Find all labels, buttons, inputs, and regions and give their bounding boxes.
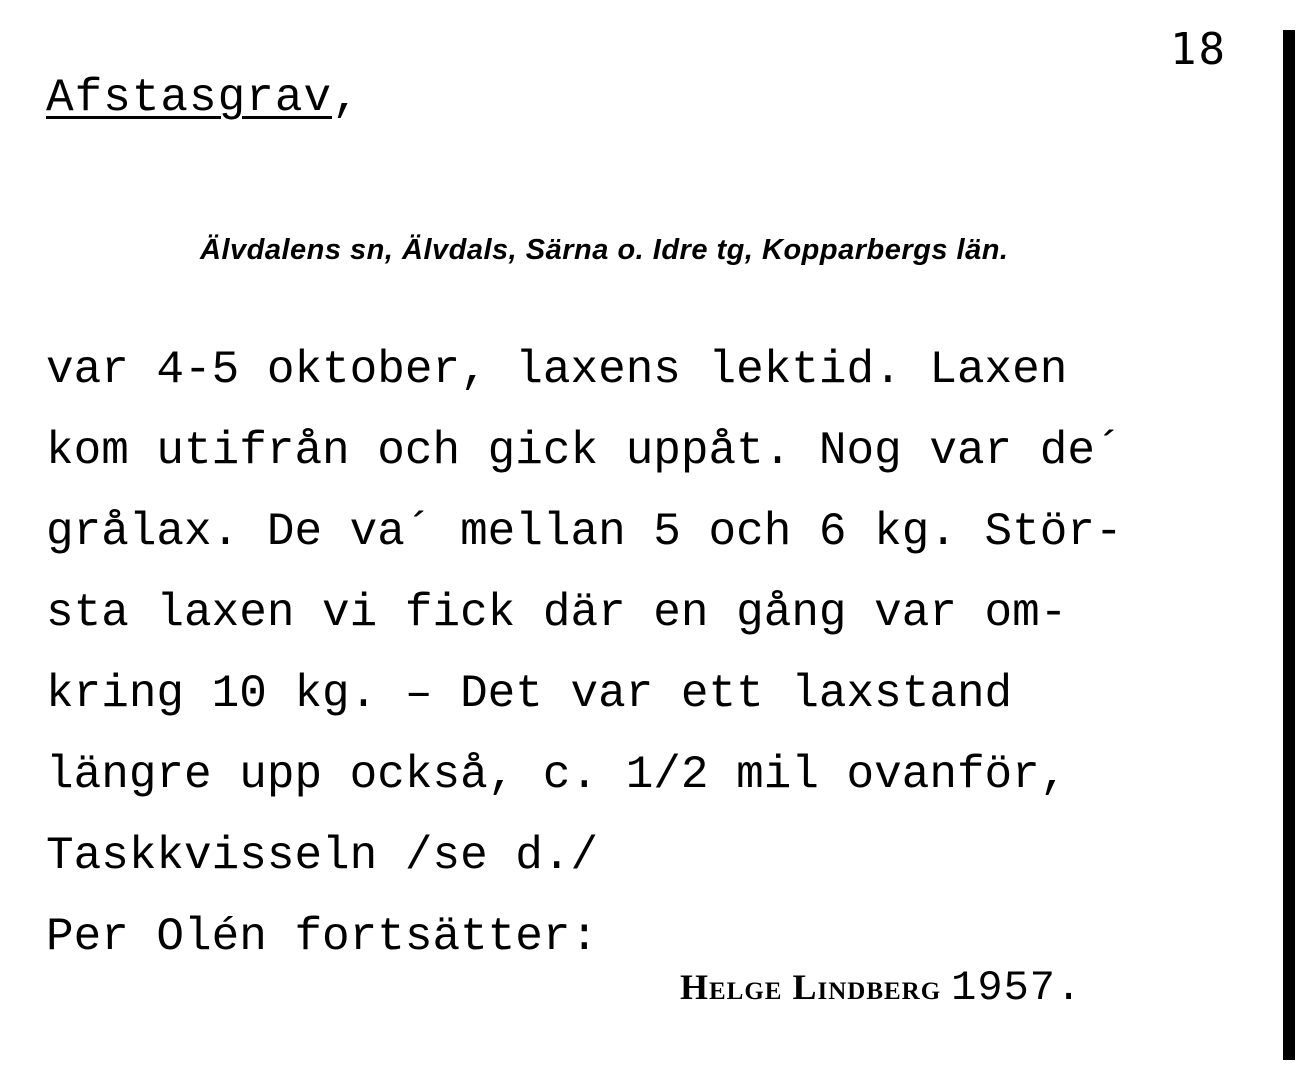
card-heading — [46, 72, 361, 124]
signature-name: Helge Lindberg — [680, 967, 942, 1007]
signature-year: 1957. — [951, 964, 1083, 1012]
body-line: grålax. De va´ mellan 5 och 6 kg. Stör- — [46, 506, 1123, 558]
location-line: Älvdalens sn, Älvdals, Särna o. Idre tg, Kopparbergs län. — [200, 234, 1009, 266]
heading-punctuation: , — [332, 72, 361, 124]
signature — [680, 964, 1082, 1012]
body-line: sta laxen vi fick där en gång var om- — [46, 587, 1068, 639]
card-edge-border — [1283, 30, 1295, 1060]
body-line: längre upp också, c. 1/2 mil ovanför, — [46, 749, 1068, 801]
body-line: Per Olén fortsätter: — [46, 911, 599, 963]
heading-title: Afstasgrav — [46, 72, 333, 124]
card-number: 18 — [1170, 24, 1227, 75]
body-text — [46, 330, 1266, 978]
body-line: kom utifrån och gick uppåt. Nog var de´ — [46, 425, 1123, 477]
body-line: var 4-5 oktober, laxens lektid. Laxen — [46, 344, 1068, 396]
body-line: Taskkvisseln /se d./ — [46, 830, 599, 882]
body-line: kring 10 kg. – Det var ett laxstand — [46, 668, 1013, 720]
